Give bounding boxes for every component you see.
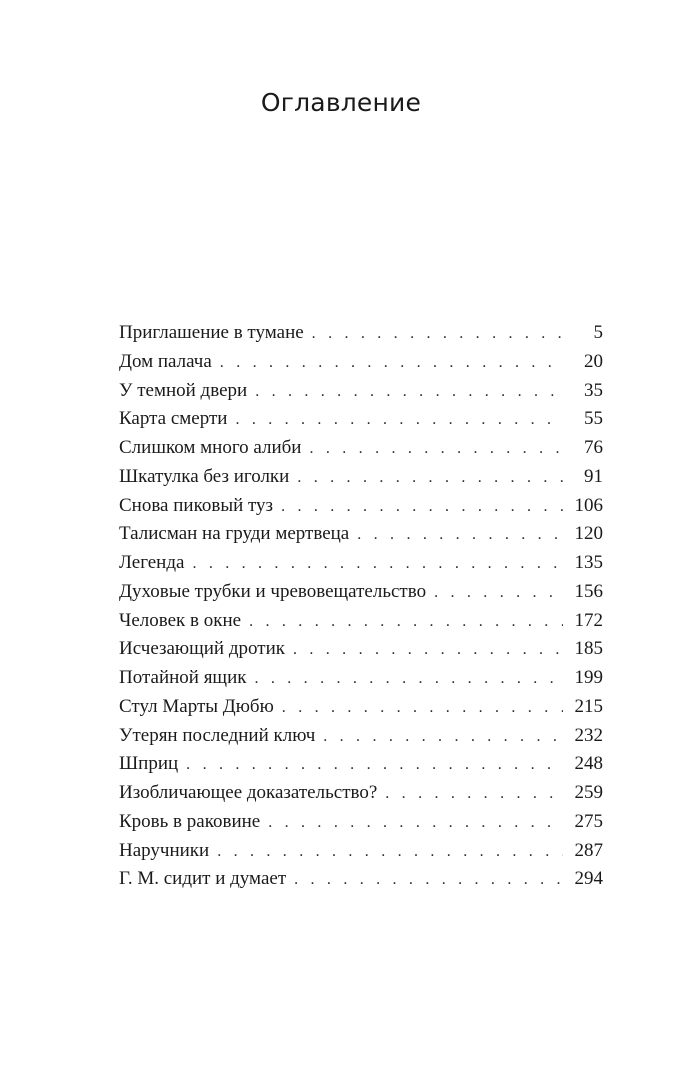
toc-entry-title: Потайной ящик: [119, 667, 247, 688]
toc-entry: [119, 811, 603, 840]
toc-entry-page-number: 120: [574, 523, 603, 545]
dot-leader: [281, 498, 563, 516]
toc-entry-page-number: 35: [584, 379, 603, 401]
toc-entry: [119, 782, 603, 811]
toc-entry-title: Шприц: [119, 753, 179, 775]
toc-entry: [119, 696, 603, 725]
toc-entry-page-number: 20: [584, 350, 603, 372]
toc-entry: [119, 322, 603, 351]
toc-entry: [119, 725, 603, 754]
dot-leader: [255, 383, 563, 401]
toc-entry-title: У темной двери: [119, 379, 248, 401]
dot-leader: [294, 871, 563, 889]
toc-entry-page-number: 91: [584, 465, 603, 487]
toc-entry-title: Кровь в раковине: [119, 810, 261, 832]
toc-entry: [119, 437, 603, 466]
dot-leader: [186, 756, 563, 774]
toc-entry-title: Дом палача: [119, 350, 212, 372]
toc-entry-title: Утерян последний ключ: [119, 724, 316, 746]
toc-entry: [119, 638, 603, 667]
toc-entry-title: Изобличающее доказательство?: [119, 782, 378, 803]
toc-entry: [119, 581, 603, 610]
dot-leader: [293, 641, 563, 659]
toc-entry-title: Слишком много алиби: [119, 437, 302, 458]
toc-entry: [119, 466, 603, 495]
dot-leader: [357, 526, 563, 544]
toc-entry-page-number: 275: [574, 810, 603, 832]
toc-entry-page-number: 172: [574, 609, 603, 631]
toc-entry-page-number: 215: [574, 695, 603, 717]
dot-leader: [434, 584, 563, 602]
toc-entry-page-number: 5: [593, 322, 603, 343]
toc-entry-page-number: 185: [574, 638, 603, 660]
toc-entry-title: Карта смерти: [119, 408, 228, 430]
toc-entry-title: Г. М. сидит и думает: [119, 868, 287, 890]
dot-leader: [312, 325, 563, 343]
toc-entry-page-number: 287: [574, 839, 603, 861]
toc-entry-title: Наручники: [119, 839, 210, 861]
toc-entry-title: Исчезающий дротик: [119, 638, 285, 660]
toc-entry: [119, 408, 603, 437]
toc-entry: [119, 351, 603, 380]
page-title: Оглавление: [260, 88, 422, 117]
toc-entry-title: Приглашение в тумане: [119, 322, 304, 343]
toc-entry: [119, 552, 603, 581]
dot-leader: [323, 728, 563, 746]
toc-entry-title: Шкатулка без иголки: [119, 465, 290, 487]
dot-leader: [220, 354, 563, 372]
toc-entry-title: Талисман на груди мертвеца: [119, 523, 350, 545]
toc-entry-title: Снова пиковый туз: [119, 494, 274, 516]
toc-entry-title: Легенда: [119, 552, 185, 573]
toc-entry-page-number: 232: [574, 724, 603, 746]
toc-entry-page-number: 135: [574, 552, 603, 573]
toc-entry-title: Человек в окне: [119, 609, 242, 631]
table-of-contents: [119, 322, 603, 897]
toc-entry-page-number: 248: [574, 753, 603, 775]
dot-leader: [254, 670, 563, 688]
toc-entry: [119, 840, 603, 869]
toc-entry: [119, 523, 603, 552]
dot-leader: [192, 555, 563, 573]
toc-entry-page-number: 76: [584, 437, 603, 458]
toc-entry: [119, 495, 603, 524]
toc-entry-page-number: 106: [574, 494, 603, 516]
toc-entry: [119, 868, 603, 897]
toc-entry: [119, 667, 603, 696]
dot-leader: [385, 785, 563, 803]
toc-entry-page-number: 55: [584, 408, 603, 430]
dot-leader: [309, 440, 563, 458]
toc-entry-page-number: 294: [574, 868, 603, 890]
dot-leader: [282, 699, 563, 717]
toc-entry-title: Стул Марты Дюбю: [119, 695, 274, 717]
toc-entry: [119, 610, 603, 639]
dot-leader: [217, 843, 563, 861]
toc-entry-page-number: 156: [574, 580, 603, 602]
toc-entry: [119, 380, 603, 409]
toc-entry: [119, 753, 603, 782]
dot-leader: [249, 613, 563, 631]
toc-entry-page-number: 199: [574, 667, 603, 688]
dot-leader: [268, 814, 563, 832]
dot-leader: [297, 469, 563, 487]
toc-entry-title: Духовые трубки и чревовещательство: [119, 580, 427, 602]
toc-entry-page-number: 259: [574, 782, 603, 803]
dot-leader: [235, 411, 563, 429]
